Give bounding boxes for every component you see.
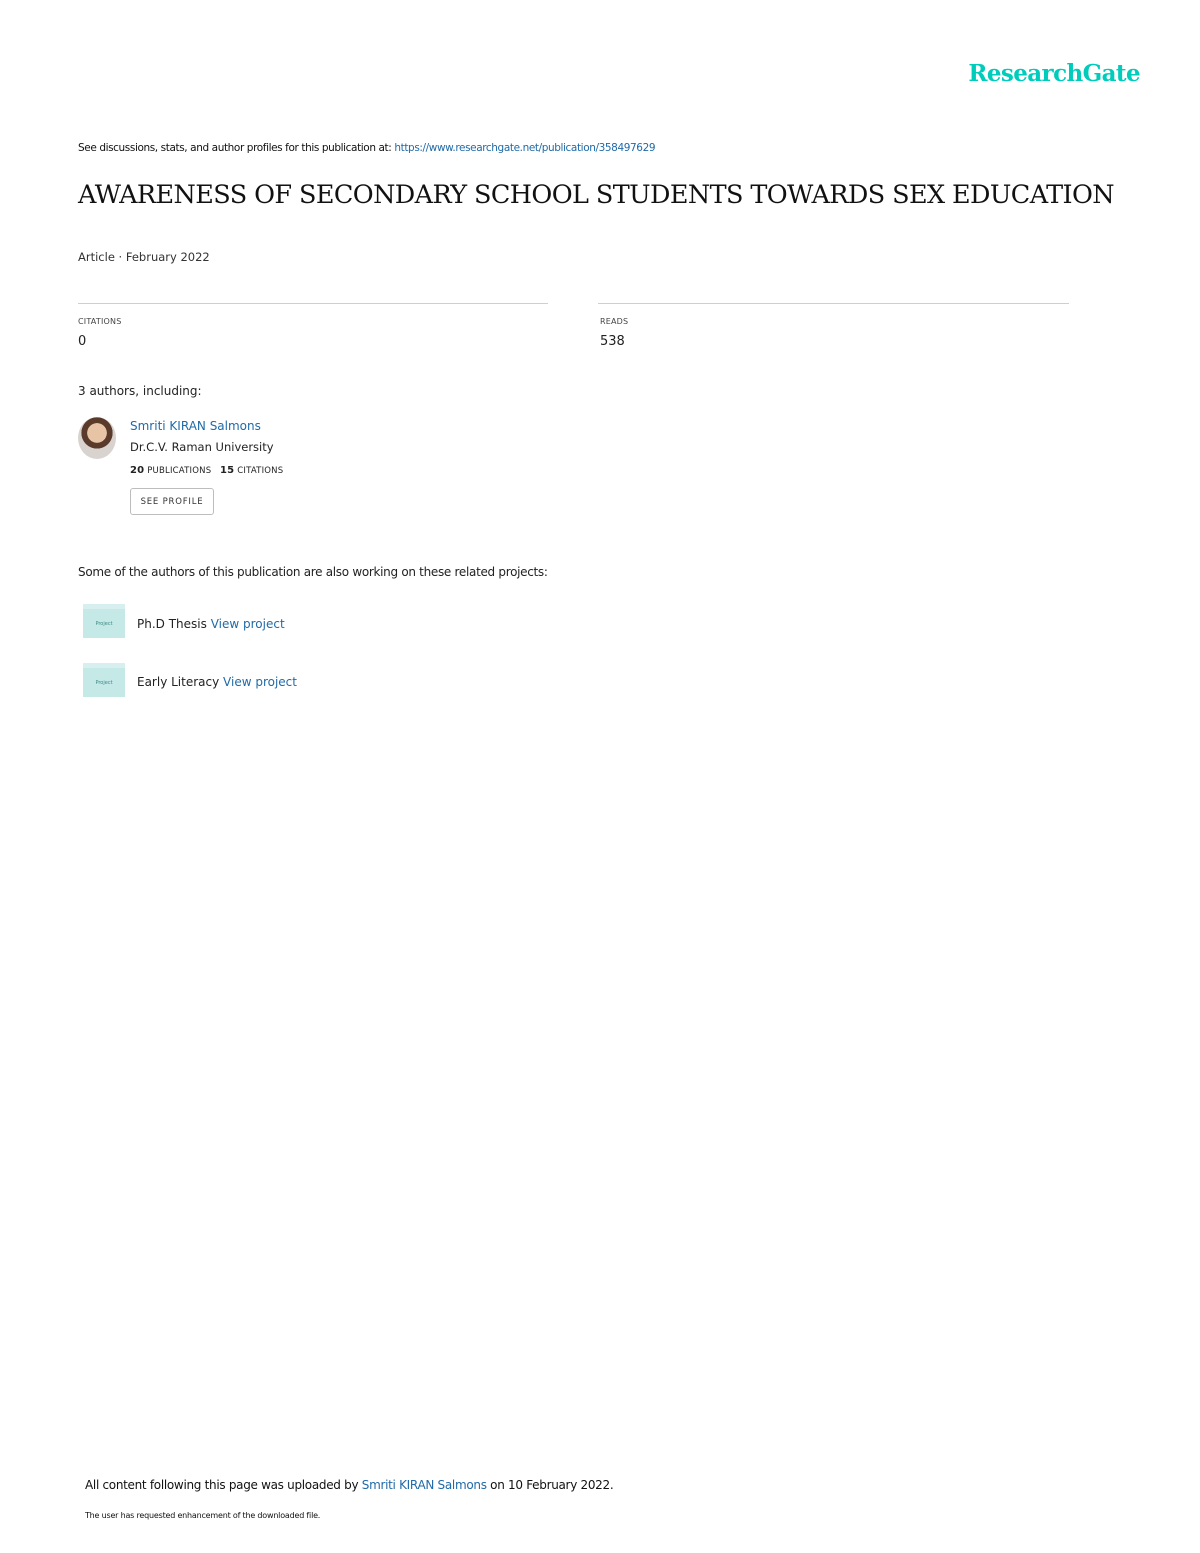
- author-citations-label: CITATIONS: [237, 466, 284, 476]
- citations-value: 0: [78, 334, 87, 349]
- author-name-link[interactable]: Smriti KIRAN Salmons: [130, 419, 261, 433]
- article-meta: Article · February 2022: [78, 250, 210, 264]
- project-item: [137, 675, 297, 689]
- footer-suffix: on 10 February 2022.: [486, 1478, 614, 1492]
- reads-value: 538: [600, 334, 625, 349]
- related-projects-heading: Some of the authors of this publication are also working on these related projects:: [78, 565, 548, 579]
- see-profile-button[interactable]: SEE PROFILE: [130, 488, 214, 515]
- researchgate-logo[interactable]: ResearchGate: [968, 60, 1140, 87]
- view-project-link[interactable]: View project: [223, 675, 297, 689]
- reads-divider: [598, 303, 1069, 304]
- reads-label: READS: [600, 317, 629, 326]
- publications-label: PUBLICATIONS: [147, 466, 212, 476]
- footer-note: The user has requested enhancement of the downloaded file.: [85, 1511, 321, 1520]
- project-icon-label: Project: [83, 609, 125, 638]
- author-avatar[interactable]: [78, 417, 116, 459]
- project-folder-icon: [83, 663, 125, 697]
- footer-prefix: All content following this page was uploaded by: [85, 1478, 362, 1492]
- author-affiliation: Dr.C.V. Raman University: [130, 440, 274, 454]
- author-citations-count: 15: [220, 465, 235, 476]
- publications-count: 20: [130, 465, 145, 476]
- citations-divider: [78, 303, 548, 304]
- project-folder-icon: [83, 604, 125, 638]
- project-name: Ph.D Thesis: [137, 617, 207, 631]
- uploader-link[interactable]: Smriti KIRAN Salmons: [361, 1478, 487, 1492]
- citations-label: CITATIONS: [78, 317, 122, 326]
- authors-count: 3 authors, including:: [78, 384, 202, 398]
- discussion-prefix: See discussions, stats, and author profiles for this publication at:: [78, 142, 395, 154]
- project-item: [137, 617, 285, 631]
- author-stats: [130, 465, 283, 476]
- discussion-line: [78, 142, 655, 154]
- upload-footer: [85, 1478, 613, 1492]
- publication-url-link[interactable]: https://www.researchgate.net/publication/358497629: [394, 142, 656, 154]
- project-name: Early Literacy: [137, 675, 220, 689]
- view-project-link[interactable]: View project: [210, 617, 285, 631]
- page-title: AWARENESS OF SECONDARY SCHOOL STUDENTS TOWARDS SEX EDUCATION: [78, 180, 1115, 210]
- project-icon-label: Project: [83, 668, 125, 697]
